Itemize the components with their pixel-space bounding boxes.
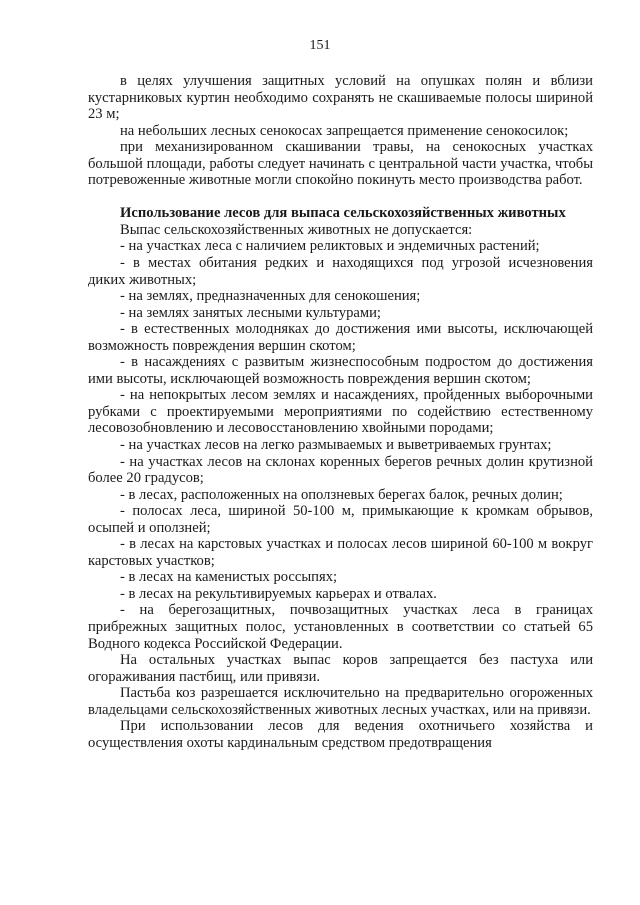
paragraph: При использовании лесов для ведения охотничьего хозяйства и осуществления охоты кардинальным средством предотвращения	[88, 718, 593, 751]
paragraph: Пастьба коз разрешается исключительно на предварительно огороженных владельцами сельскохозяйственных животных лесных участках, или на привязи.	[88, 685, 593, 718]
list-item: - на непокрытых лесом землях и насаждениях, пройденных выборочными рубками с проектируемыми мероприятиями по содействию естественному лесовозобновлению и лесовосстановлению хвойными породами;	[88, 387, 593, 437]
list-item: - в лесах на каменистых россыпях;	[120, 569, 338, 586]
page-number: 151	[309, 38, 331, 53]
paragraph: на небольших лесных сенокосах запрещается применение сенокосилок;	[120, 122, 569, 139]
list-item: - в лесах, расположенных на оползневых берегах балок, речных долин;	[120, 486, 563, 503]
list-item: - на землях занятых лесными культурами;	[120, 304, 381, 321]
list-item: - на берегозащитных, почвозащитных участках леса в границах прибрежных защитных полос, установленных в соответствии со статьей 65 Водного кодекса Российской Федерации.	[88, 602, 593, 652]
paragraph: при механизированном скашивании травы, на сенокосных участках большой площади, работы следует начинать с центральной части участка, чтобы потревоженные животные могли спокойно покинуть место производства работ.	[88, 139, 593, 189]
paragraph: На остальных участках выпас коров запрещается без пастуха или огораживания пастбищ, или привязи.	[88, 652, 593, 685]
list-item: - полосах леса, шириной 50-100 м, примыкающие к кромкам обрывов, осыпей и оползней;	[88, 503, 593, 536]
list-item: - на землях, предназначенных для сенокошения;	[120, 288, 421, 305]
list-item: - в естественных молодняках до достижения ими высоты, исключающей возможность повреждения вершин скотом;	[88, 321, 593, 354]
list-item: - на участках леса с наличием реликтовых и эндемичных растений;	[120, 238, 540, 255]
section-intro: Выпас сельскохозяйственных животных не допускается:	[120, 221, 473, 238]
paragraph: в целях улучшения защитных условий на опушках полян и вблизи кустарниковых куртин необходимо сохранять не скашиваемые полосы шириной 23 м;	[88, 73, 593, 123]
list-item: - в лесах на рекультивируемых карьерах и отвалах.	[120, 585, 437, 602]
list-item: - на участках лесов на склонах коренных берегов речных долин крутизной более 20 градусов;	[88, 453, 593, 487]
page-body	[88, 73, 593, 751]
list-item: - в местах обитания редких и находящихся под угрозой исчезновения диких животных;	[88, 254, 593, 288]
list-item: - в насаждениях с развитым жизнеспособным подростом до достижения ими высоты, исключающей возможность повреждения вершин скотом;	[88, 354, 593, 387]
list-item: - в лесах на карстовых участках и полосах лесов шириной 60-100 м вокруг карстовых участков;	[88, 536, 593, 569]
section-heading: Использование лесов для выпаса сельскохозяйственных животных	[120, 205, 566, 222]
list-item: - на участках лесов на легко размываемых и выветриваемых грунтах;	[120, 436, 552, 453]
